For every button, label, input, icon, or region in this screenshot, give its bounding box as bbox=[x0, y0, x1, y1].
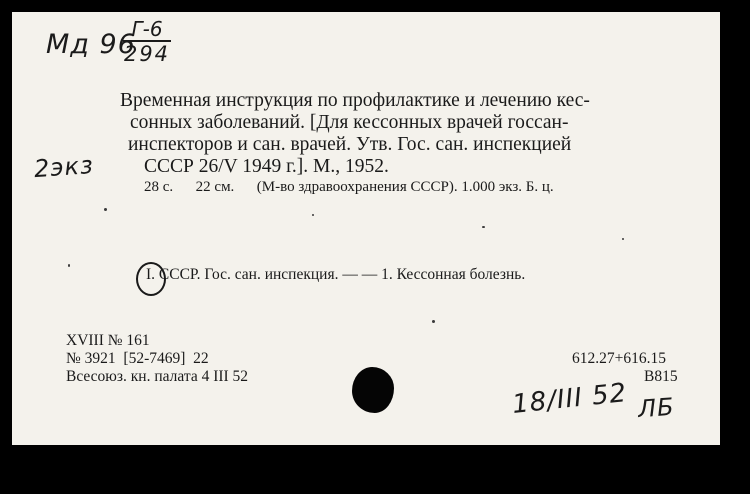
udc-code: 612.27+616.15 bbox=[572, 350, 666, 367]
tracings: I. СССР. Гос. сан. инспекция. — — 1. Кессонная болезнь. bbox=[146, 266, 526, 283]
speck bbox=[312, 214, 314, 216]
entry-line-1: Временная инструкция по профилактике и лечению кес- bbox=[120, 90, 590, 111]
speck bbox=[482, 226, 485, 228]
shelf-mark-prefix: Мд 96 bbox=[46, 29, 136, 60]
entry-line-4: СССР 26/V 1949 г.]. М., 1952. bbox=[144, 156, 389, 177]
speck bbox=[68, 264, 70, 267]
shelf-mark-top: Г-6 bbox=[123, 18, 171, 42]
footer-line-1: XVIII № 161 bbox=[66, 332, 150, 349]
speck bbox=[432, 320, 435, 323]
physical-description: 28 с. 22 см. (М-во здравоохранения СССР). 1.000 экз. Б. ц. bbox=[144, 179, 554, 195]
footer-line-2: № 3921 [52-7469] 22 bbox=[66, 350, 209, 367]
footer-line-3: Всесоюз. кн. палата 4 III 52 bbox=[66, 368, 249, 385]
speck bbox=[104, 208, 107, 211]
shelf-mark-fraction bbox=[117, 18, 177, 66]
bbk-code: В815 bbox=[644, 368, 678, 385]
entry-line-3: инспекторов и сан. врачей. Утв. Гос. сан. инспекцией bbox=[128, 134, 572, 155]
date-stamp: 18/III 52 bbox=[510, 378, 629, 420]
copies-note: 2экз bbox=[33, 150, 95, 184]
initials: ЛБ bbox=[637, 392, 676, 424]
catalog-card bbox=[12, 12, 720, 445]
speck bbox=[622, 238, 624, 240]
shelf-mark-bottom: 294 bbox=[123, 42, 171, 66]
entry-line-2: сонных заболеваний. [Для кессонных врачей госсан- bbox=[130, 112, 569, 133]
ink-blot bbox=[352, 367, 394, 413]
